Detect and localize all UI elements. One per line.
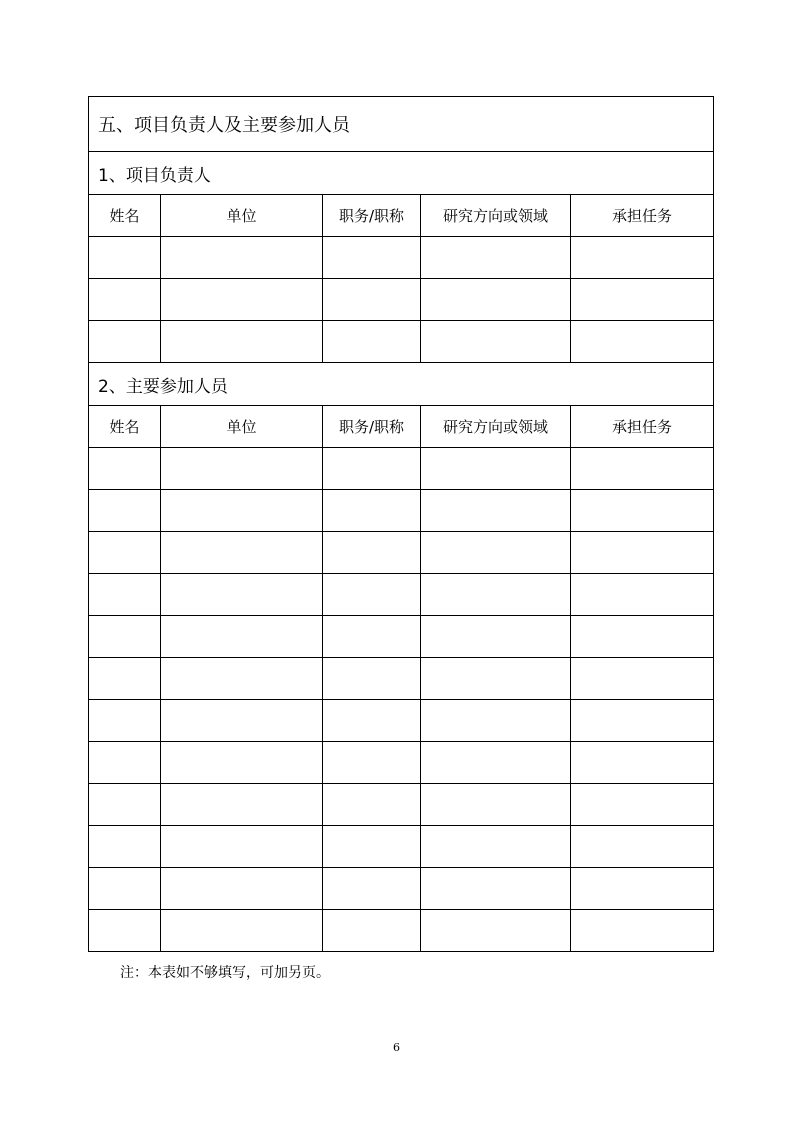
- member-task-cell[interactable]: [571, 868, 714, 910]
- leader-name-cell[interactable]: [89, 237, 161, 279]
- column-header-name: 姓名: [89, 195, 161, 237]
- member-title-cell[interactable]: [323, 490, 421, 532]
- member-row: [89, 616, 714, 658]
- members-heading: 2、主要参加人员: [89, 363, 714, 406]
- member-unit-cell[interactable]: [161, 910, 323, 952]
- member-row: [89, 784, 714, 826]
- member-name-cell[interactable]: [89, 616, 161, 658]
- leader-name-cell[interactable]: [89, 279, 161, 321]
- member-research-field-cell[interactable]: [421, 910, 571, 952]
- member-task-cell[interactable]: [571, 448, 714, 490]
- member-row: [89, 868, 714, 910]
- member-research-field-cell[interactable]: [421, 826, 571, 868]
- member-research-field-cell[interactable]: [421, 574, 571, 616]
- member-research-field-cell[interactable]: [421, 490, 571, 532]
- leader-task-cell[interactable]: [571, 321, 714, 363]
- member-name-cell[interactable]: [89, 532, 161, 574]
- member-task-cell[interactable]: [571, 910, 714, 952]
- member-research-field-cell[interactable]: [421, 532, 571, 574]
- column-header-task: 承担任务: [571, 195, 714, 237]
- member-task-cell[interactable]: [571, 490, 714, 532]
- member-name-cell[interactable]: [89, 448, 161, 490]
- member-row: [89, 490, 714, 532]
- column-header-title: 职务/职称: [323, 195, 421, 237]
- member-title-cell[interactable]: [323, 742, 421, 784]
- member-research-field-cell[interactable]: [421, 616, 571, 658]
- member-unit-cell[interactable]: [161, 616, 323, 658]
- leader-row: [89, 321, 714, 363]
- member-title-cell[interactable]: [323, 574, 421, 616]
- footnote: 注：本表如不够填写，可加另页。: [120, 965, 330, 981]
- leader-research-field-cell[interactable]: [421, 321, 571, 363]
- section-title-row: [89, 97, 714, 152]
- member-unit-cell[interactable]: [161, 742, 323, 784]
- leader-row: [89, 237, 714, 279]
- member-unit-cell[interactable]: [161, 448, 323, 490]
- leader-task-cell[interactable]: [571, 237, 714, 279]
- member-research-field-cell[interactable]: [421, 784, 571, 826]
- member-name-cell[interactable]: [89, 868, 161, 910]
- member-title-cell[interactable]: [323, 826, 421, 868]
- leader-row: [89, 279, 714, 321]
- leader-title-cell[interactable]: [323, 321, 421, 363]
- member-name-cell[interactable]: [89, 574, 161, 616]
- member-research-field-cell[interactable]: [421, 448, 571, 490]
- leader-title-cell[interactable]: [323, 237, 421, 279]
- member-row: [89, 910, 714, 952]
- member-task-cell[interactable]: [571, 574, 714, 616]
- member-task-cell[interactable]: [571, 784, 714, 826]
- member-unit-cell[interactable]: [161, 658, 323, 700]
- member-unit-cell[interactable]: [161, 574, 323, 616]
- column-header-research-field: 研究方向或领域: [421, 195, 571, 237]
- member-row: [89, 700, 714, 742]
- leader-research-field-cell[interactable]: [421, 279, 571, 321]
- member-title-cell[interactable]: [323, 532, 421, 574]
- leader-heading: 1、项目负责人: [89, 152, 714, 195]
- member-row: [89, 658, 714, 700]
- leader-title-cell[interactable]: [323, 279, 421, 321]
- leader-name-cell[interactable]: [89, 321, 161, 363]
- member-name-cell[interactable]: [89, 742, 161, 784]
- member-title-cell[interactable]: [323, 448, 421, 490]
- member-row: [89, 574, 714, 616]
- personnel-form-table: [88, 96, 714, 952]
- page-number: 6: [393, 1041, 400, 1054]
- member-row: [89, 448, 714, 490]
- section-title: 五、项目负责人及主要参加人员: [89, 97, 714, 152]
- member-title-cell[interactable]: [323, 700, 421, 742]
- member-title-cell[interactable]: [323, 658, 421, 700]
- leader-task-cell[interactable]: [571, 279, 714, 321]
- member-title-cell[interactable]: [323, 784, 421, 826]
- member-task-cell[interactable]: [571, 742, 714, 784]
- member-task-cell[interactable]: [571, 700, 714, 742]
- member-research-field-cell[interactable]: [421, 868, 571, 910]
- column-header-name: 姓名: [89, 406, 161, 448]
- member-row: [89, 532, 714, 574]
- leader-unit-cell[interactable]: [161, 321, 323, 363]
- member-research-field-cell[interactable]: [421, 742, 571, 784]
- member-name-cell[interactable]: [89, 490, 161, 532]
- member-unit-cell[interactable]: [161, 700, 323, 742]
- member-row: [89, 826, 714, 868]
- member-name-cell[interactable]: [89, 784, 161, 826]
- member-research-field-cell[interactable]: [421, 658, 571, 700]
- member-task-cell[interactable]: [571, 658, 714, 700]
- member-name-cell[interactable]: [89, 910, 161, 952]
- member-name-cell[interactable]: [89, 658, 161, 700]
- member-name-cell[interactable]: [89, 700, 161, 742]
- member-task-cell[interactable]: [571, 826, 714, 868]
- member-title-cell[interactable]: [323, 868, 421, 910]
- member-unit-cell[interactable]: [161, 826, 323, 868]
- members-heading-row: [89, 363, 714, 406]
- leader-unit-cell[interactable]: [161, 237, 323, 279]
- member-unit-cell[interactable]: [161, 784, 323, 826]
- leader-heading-row: [89, 152, 714, 195]
- leader-header-row: [89, 195, 714, 237]
- leader-research-field-cell[interactable]: [421, 237, 571, 279]
- column-header-unit: 单位: [161, 406, 323, 448]
- member-unit-cell[interactable]: [161, 868, 323, 910]
- member-task-cell[interactable]: [571, 616, 714, 658]
- member-unit-cell[interactable]: [161, 490, 323, 532]
- member-name-cell[interactable]: [89, 826, 161, 868]
- member-title-cell[interactable]: [323, 910, 421, 952]
- member-title-cell[interactable]: [323, 616, 421, 658]
- member-unit-cell[interactable]: [161, 532, 323, 574]
- column-header-title: 职务/职称: [323, 406, 421, 448]
- member-research-field-cell[interactable]: [421, 700, 571, 742]
- member-row: [89, 742, 714, 784]
- member-task-cell[interactable]: [571, 532, 714, 574]
- column-header-task: 承担任务: [571, 406, 714, 448]
- column-header-unit: 单位: [161, 195, 323, 237]
- leader-unit-cell[interactable]: [161, 279, 323, 321]
- column-header-research-field: 研究方向或领域: [421, 406, 571, 448]
- members-header-row: [89, 406, 714, 448]
